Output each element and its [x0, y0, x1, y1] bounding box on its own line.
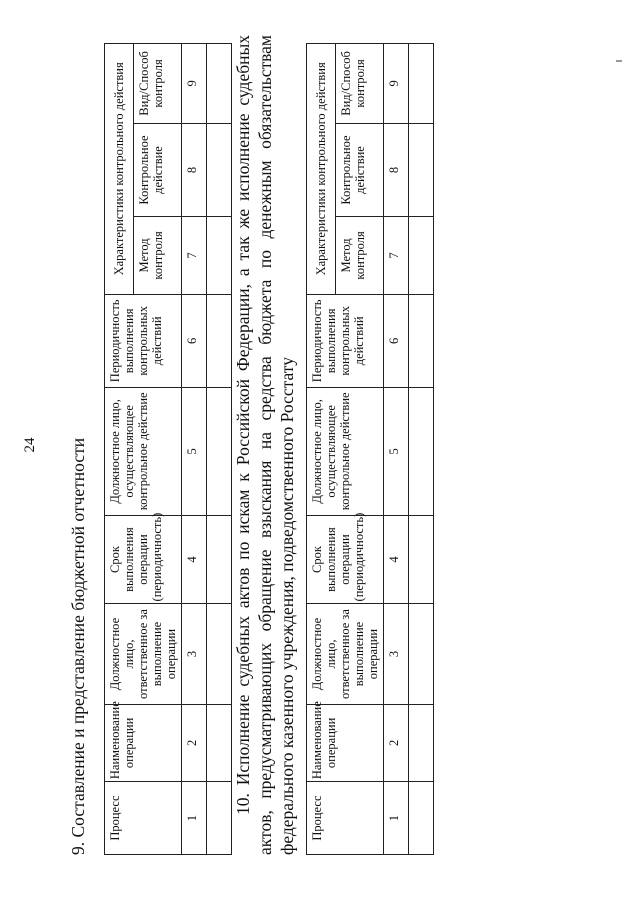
- table-cell: [409, 782, 434, 855]
- column-number: 4: [384, 515, 409, 604]
- column-number: 9: [384, 44, 409, 124]
- column-number-row: [384, 44, 409, 855]
- column-number: 8: [182, 123, 207, 216]
- table-cell: [207, 294, 232, 387]
- column-number: 2: [384, 704, 409, 781]
- page-number: 24: [22, 437, 38, 453]
- table-cell: [409, 515, 434, 604]
- header-action: Контрольное действие: [133, 123, 181, 216]
- header-control-group: Характеристики контрольного действия: [307, 44, 336, 295]
- column-number: 1: [384, 782, 409, 855]
- header-operation-name: Наименование операции: [307, 704, 384, 781]
- table-cell: [409, 294, 434, 387]
- table-cell: [207, 782, 232, 855]
- header-responsible: Должностное лицо, ответственное за выполнение операции: [105, 604, 182, 704]
- column-number: 8: [384, 123, 409, 216]
- table-cell: [207, 123, 232, 216]
- header-method: Метод контроля: [133, 217, 181, 294]
- table-row: [409, 44, 434, 855]
- header-process: Процесс: [105, 782, 182, 855]
- table-cell: [207, 515, 232, 604]
- table-row: [207, 44, 232, 855]
- table-cell: [207, 44, 232, 124]
- table-cell: [207, 704, 232, 781]
- header-kind: Вид/Способ контроля: [335, 44, 383, 124]
- control-table-section-9: [104, 43, 232, 855]
- header-periodicity: Периодичность выполнения контрольных действий: [307, 294, 384, 387]
- table-cell: [409, 704, 434, 781]
- header-process: Процесс: [307, 782, 384, 855]
- column-number: 7: [384, 217, 409, 294]
- header-deadline: Срок выполнения операции (периодичность): [105, 515, 182, 604]
- table-cell: [409, 217, 434, 294]
- header-control-group: Характеристики контрольного действия: [105, 44, 134, 295]
- control-table-section-10: [306, 43, 434, 855]
- column-number: 4: [182, 515, 207, 604]
- column-number: 5: [384, 388, 409, 516]
- header-controller: Должностное лицо, осуществляющее контрольное действие: [307, 388, 384, 516]
- table-cell: [207, 604, 232, 704]
- section-10-paragraph: [232, 35, 298, 855]
- column-number: 2: [182, 704, 207, 781]
- header-action: Контрольное действие: [335, 123, 383, 216]
- column-number: 1: [182, 782, 207, 855]
- section-9-title: 9. Составление и представление бюджетной отчетности: [68, 437, 88, 855]
- column-number-row: [182, 44, 207, 855]
- column-number: 3: [182, 604, 207, 704]
- section-10-text: 10. Исполнение судебных актов по искам к Российской Федерации, а так же исполнение судебных актов, предусматривающих обращение взыскания на средства бюджета по денежным обязательствам федерального казенного учреждения, подведомственного Росстату: [233, 35, 297, 855]
- header-controller: Должностное лицо, осуществляющее контрольное действие: [105, 388, 182, 516]
- header-kind: Вид/Способ контроля: [133, 44, 181, 124]
- column-number: 6: [182, 294, 207, 387]
- header-method: Метод контроля: [335, 217, 383, 294]
- table-cell: [207, 217, 232, 294]
- column-number: 3: [384, 604, 409, 704]
- table-cell: [409, 44, 434, 124]
- header-deadline: Срок выполнения операции (периодичность): [307, 515, 384, 604]
- scan-artifact: [616, 60, 622, 62]
- table-cell: [409, 388, 434, 516]
- header-responsible: Должностное лицо, ответственное за выполнение операции: [307, 604, 384, 704]
- column-number: 7: [182, 217, 207, 294]
- column-number: 6: [384, 294, 409, 387]
- table-cell: [409, 604, 434, 704]
- header-operation-name: Наименование операции: [105, 704, 182, 781]
- table-cell: [409, 123, 434, 216]
- column-number: 9: [182, 44, 207, 124]
- column-number: 5: [182, 388, 207, 516]
- table-cell: [207, 388, 232, 516]
- header-periodicity: Периодичность выполнения контрольных действий: [105, 294, 182, 387]
